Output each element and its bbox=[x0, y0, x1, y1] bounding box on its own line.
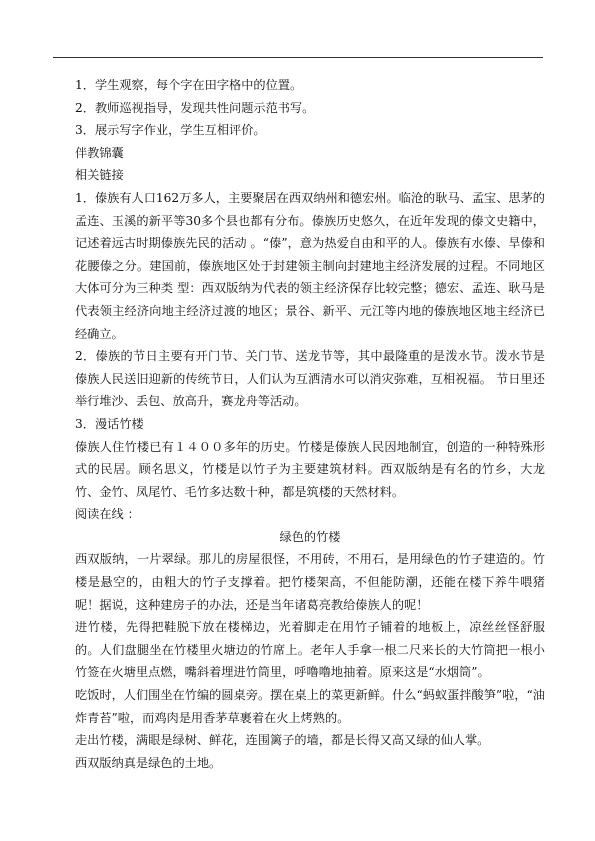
link-bamboo-house: 傣族人住竹楼已有１４００多年的历史。竹楼是傣族人民因地制宜，创造的一种特殊形式的民居。顾名思义，竹楼是以竹子为主要建筑材料。西双版纳是有名的竹乡，大龙竹、金竹、凤尾竹、毛竹多达数十种，都是筑楼的天然材料。 bbox=[75, 439, 545, 499]
link-dai-people: 1．傣族有人口162万多人，主要聚居在西双纳州和德宏州。临沧的耿马、孟宝、思茅的孟连、玉溪的新平等30多个县也都有分布。傣族历史悠久，在近年发现的傣文史籍中，记述着远古时期傣族先民的活动 。“傣”，意为热爱自由和平的人。傣族有水傣、旱傣和花腰傣之分。建国前，傣族地区处于封建领主制向封建地主经济发展的过程。不同地区大体可分为三种类 型：西双版纳为代表的领主经济保存比较完整；德宏、孟连、耿马是代表领主经济向地主经济过渡的地区；景谷、新平、元江等内地的傣族地区地主经济已经确立。 bbox=[75, 190, 545, 341]
step-1: 1．学生观察，每个字在田字格中的位置。 bbox=[75, 78, 303, 92]
step-2: 2．教师巡视指导，发现共性问题示范书写。 bbox=[75, 100, 315, 115]
header-rule bbox=[53, 57, 543, 58]
step-3: 3．展示写字作业，学生互相评价。 bbox=[75, 123, 266, 138]
poem-paragraph: 走出竹楼，满眼是绿树、鲜花，连围篱子的墙，都是长得又高又绿的仙人掌。 bbox=[75, 733, 490, 748]
poem-paragraph: 西双版纳，一片翠绿。那儿的房屋很怪，不用砖，不用石，是用绿色的竹子建造的。竹楼是悬空的，由粗大的竹子支撑着。把竹楼架高，不但能防潮，还能在楼下养牛喂猪呢！据说，这种建房子的办法，还是当年诸葛亮教给傣族人的呢！ bbox=[75, 552, 545, 612]
poem-paragraph: 吃饭时，人们围坐在竹编的圆桌旁。摆在桌上的菜更新鲜。什么“蚂蚁蛋拌酸笋”啦，“油炸青苔”啦，而鸡肉是用香茅草裹着在火上烤熟的。 bbox=[75, 688, 545, 725]
poem-paragraph: 进竹楼，先得把鞋脱下放在楼梯边，光着脚走在用竹子铺着的地板上，凉丝丝怪舒服的。人们盘腿坐在竹楼里火塘边的竹席上。老年人手拿一根二尺来长的大竹筒把一根小竹签在火塘里点燃，嘴斜着埋进竹筒里，呼噜噜地抽着。原来这是“水烟筒”。 bbox=[75, 620, 545, 680]
poem-title: 绿色的竹楼 bbox=[279, 529, 341, 544]
poem-paragraph: 西双版纳真是绿色的土地。 bbox=[75, 755, 222, 770]
link-bamboo-heading: 3．漫话竹楼 bbox=[75, 416, 144, 431]
subsection-title: 相关链接 bbox=[75, 168, 124, 183]
document-body bbox=[75, 74, 545, 774]
reading-title: 阅读在线 ： bbox=[75, 507, 140, 522]
link-festivals: 2．傣族的节日主要有开门节、关门节、送龙节等，其中最隆重的是泼水节。泼水节是傣族人民送旧迎新的传统节日，人们认为互洒清水可以消灾弥难，互相祝福。 节日里还举行堆沙、丢包、放高升，赛龙舟等活动。 bbox=[75, 349, 545, 409]
section-title: 伴教锦囊 bbox=[75, 145, 124, 160]
